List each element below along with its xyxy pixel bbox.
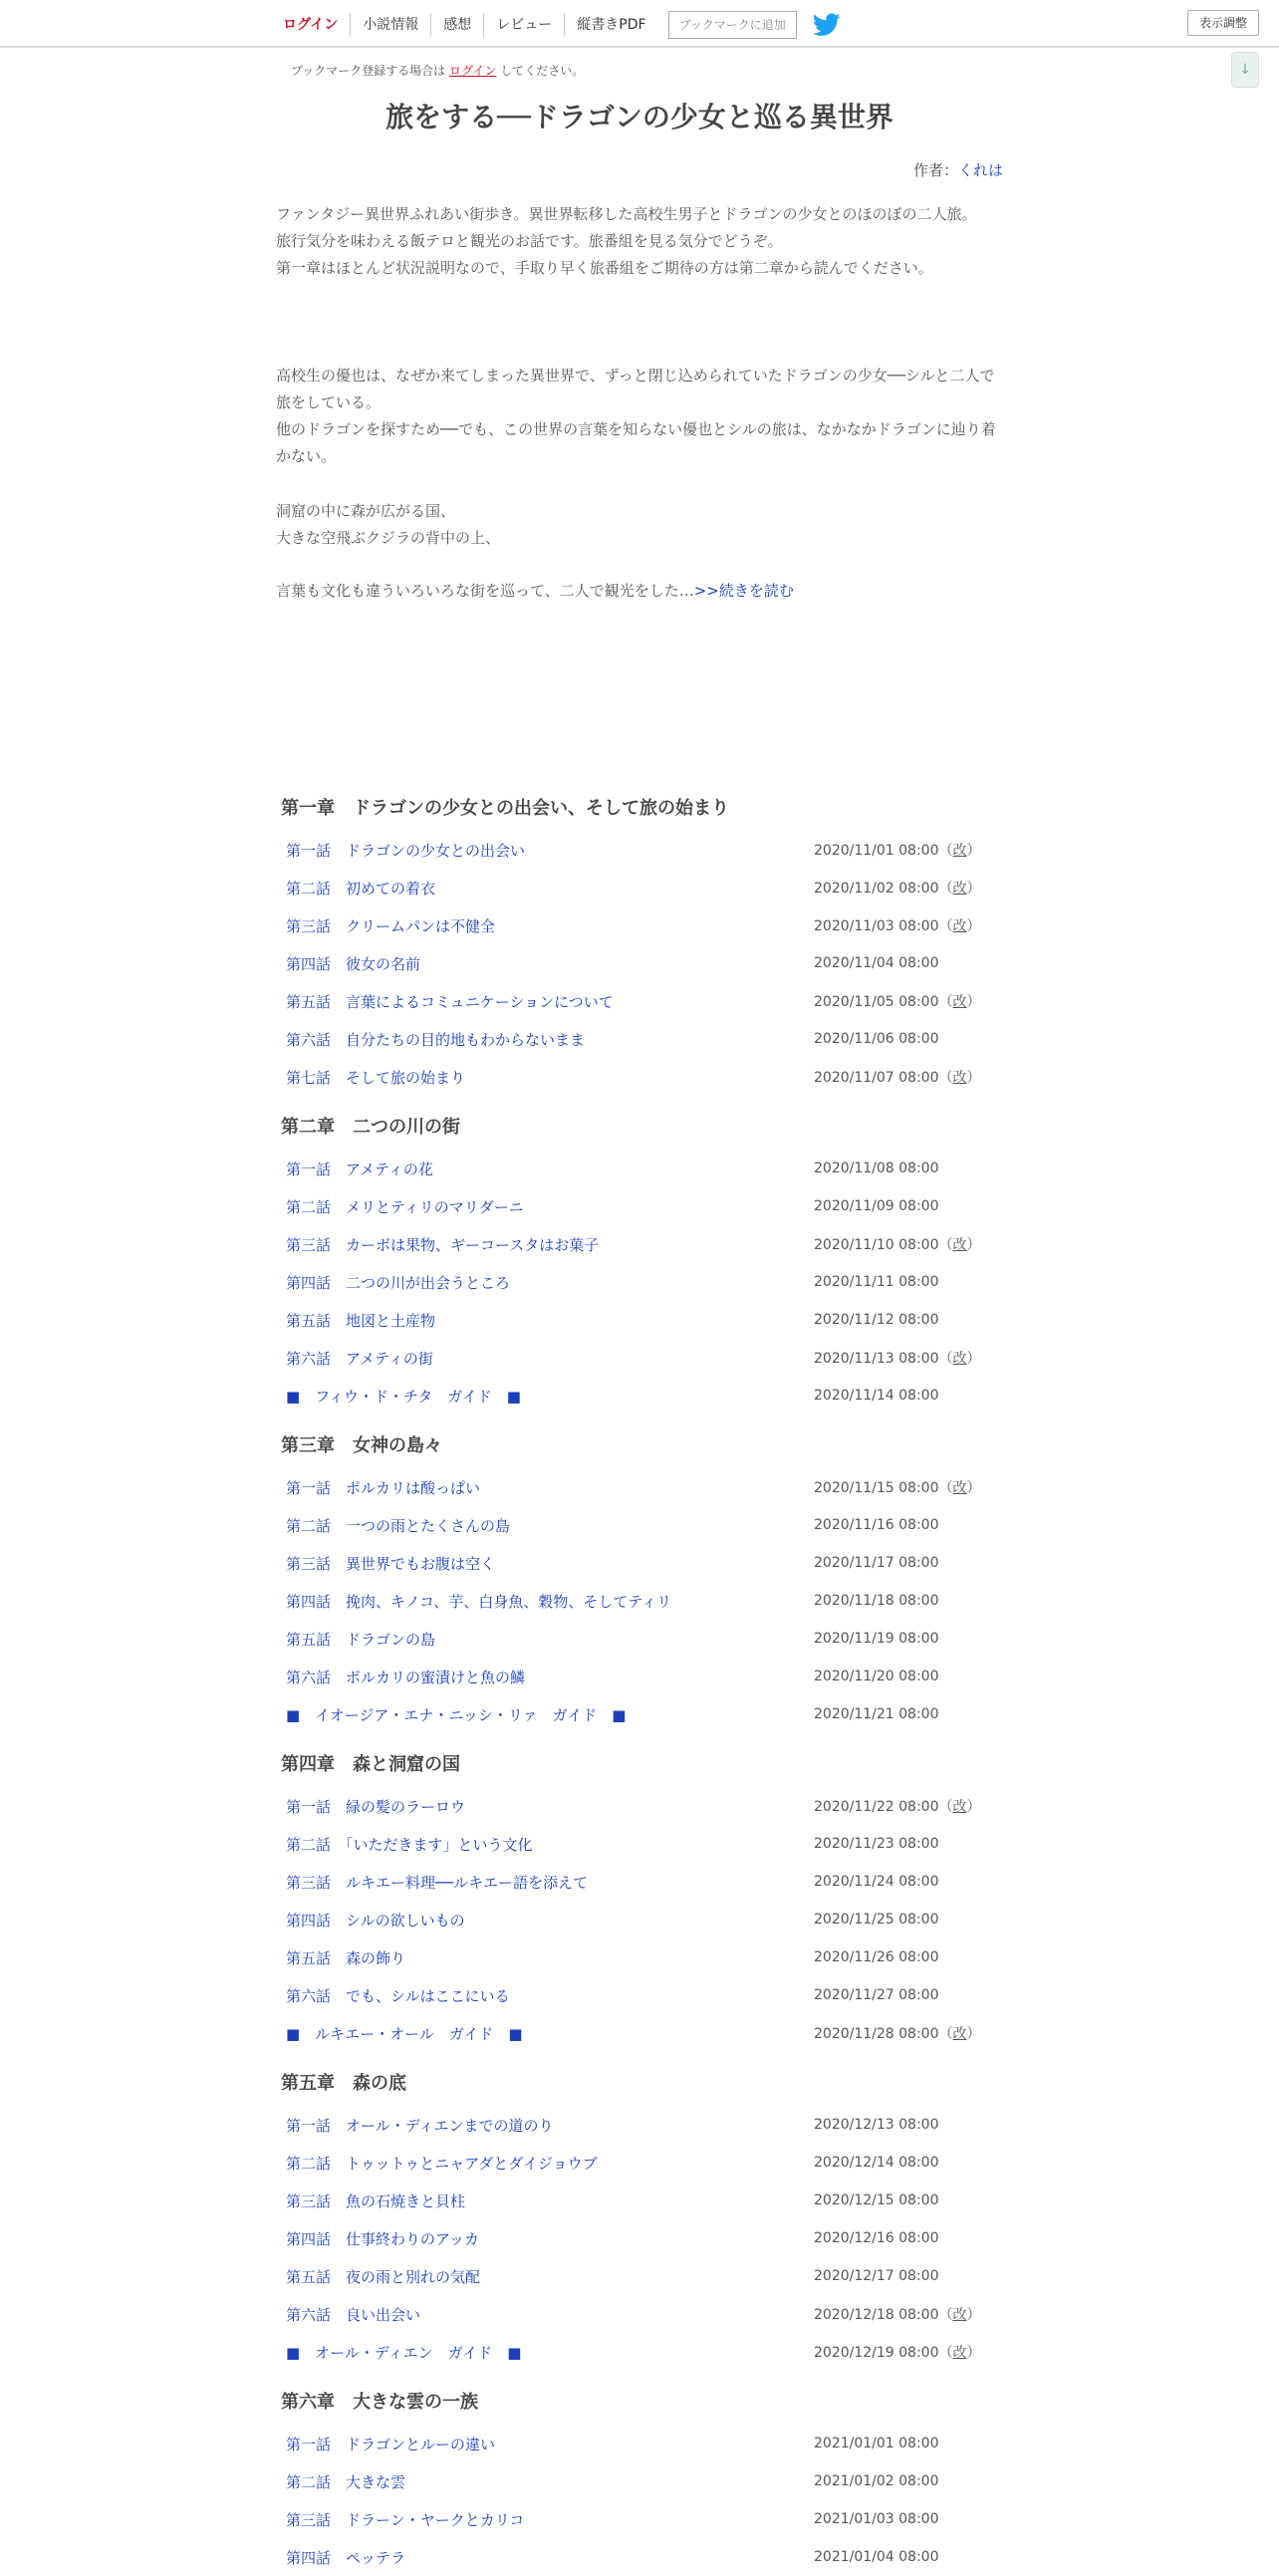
episode-date (814, 2549, 939, 2565)
episode-date: 2020/11/15 08:00（改） (814, 1480, 981, 1496)
episode-date (814, 1669, 939, 1684)
episode-date: 2020/12/19 08:00（改） (814, 2345, 981, 2361)
episode-row (276, 906, 1003, 944)
episode-date (814, 955, 939, 971)
episode-date: 2020/11/07 08:00（改） (814, 1070, 981, 1086)
episode-link[interactable]: 第四話 挽肉、キノコ、芋、白身魚、穀物、そしてティリ (286, 1592, 672, 1611)
episode-date: 2020/11/05 08:00（改） (814, 994, 981, 1010)
novel-title: 旅をする──ドラゴンの少女と巡る異世界 (385, 101, 894, 133)
episode-link[interactable]: 第一話 緑の髪のラーロウ (286, 1797, 466, 1816)
episode-date (814, 2117, 939, 2133)
chapter-title: 第五章 森の底 (281, 2073, 406, 2094)
episode-row (276, 2219, 1003, 2257)
episode-link[interactable]: 第七話 そして旅の始まり (286, 1068, 466, 1087)
episode-link[interactable]: 第一話 ドラゴンとルーの違い (286, 2435, 496, 2453)
episode-date-text: 2020/11/28 08:00 (814, 2026, 939, 2042)
episode-link[interactable]: 第五話 ドラゴンの島 (286, 1630, 436, 1649)
episode-date-text: 2020/11/09 08:00 (814, 1198, 939, 1214)
episode-date (814, 2268, 939, 2284)
synopsis-body-2 (276, 498, 1003, 552)
episode-date-text: 2020/11/05 08:00 (814, 994, 939, 1010)
nav-review-link[interactable]: レビュー (483, 13, 564, 37)
episode-date (814, 1160, 939, 1176)
episode-date-text: 2020/11/12 08:00 (814, 1312, 939, 1328)
synopsis-intro (276, 201, 1003, 282)
chapter-title: 第六章 大きな雲の一族 (281, 2392, 478, 2413)
revised-link[interactable]: 改 (952, 2026, 967, 2042)
episode-date: 2020/12/18 08:00（改） (814, 2307, 981, 2323)
episode-date-text: 2020/11/04 08:00 (814, 955, 939, 971)
episode-date-text: 2020/11/14 08:00 (814, 1388, 939, 1404)
episode-row (276, 2182, 1003, 2219)
revised-link[interactable]: 改 (952, 1480, 967, 1496)
episode-date (814, 1274, 939, 1290)
episode-date-text: 2020/12/17 08:00 (814, 2268, 939, 2284)
episode-row (276, 1339, 1003, 1377)
episode-row (276, 1150, 1003, 1187)
episode-row (276, 1658, 1003, 1695)
synopsis-line: 大きな空飛ぶクジラの背中の上、 (276, 529, 501, 547)
episode-date: 2020/11/03 08:00（改） (814, 918, 981, 934)
episode-date (814, 1706, 939, 1722)
episode-date-text: 2020/11/06 08:00 (814, 1031, 939, 1047)
episode-date-text: 2020/11/16 08:00 (814, 1517, 939, 1533)
episode-row (276, 1787, 1003, 1825)
episode-date-text: 2020/11/13 08:00 (814, 1351, 939, 1367)
chapter-title: 第二章 二つの川の街 (281, 1117, 460, 1138)
episode-row (276, 1301, 1003, 1339)
author-line (276, 159, 1003, 180)
episode-row (276, 1901, 1003, 1938)
chapter-title: 第三章 女神の島々 (281, 1435, 442, 1456)
episode-link[interactable]: 第三話 カーボは果物、ギーコースタはお菓子 (286, 1235, 600, 1254)
episode-row (276, 1058, 1003, 1096)
nav-novel-info-link[interactable]: 小説情報 (350, 13, 430, 37)
episode-link[interactable]: 第二話 メリとティリのマリダーニ (286, 1197, 524, 1216)
episode-link[interactable]: 第四話 彼女の名前 (286, 954, 421, 973)
revised-link[interactable]: 改 (952, 1070, 967, 1086)
episode-row (276, 1695, 1003, 1733)
episode-link[interactable]: 第五話 地図と土産物 (286, 1311, 436, 1330)
episode-row (276, 1863, 1003, 1901)
episode-row (276, 2295, 1003, 2333)
episode-link[interactable]: 第四話 シルの欲しいもの (286, 1911, 465, 1930)
episode-date-text: 2020/12/18 08:00 (814, 2307, 939, 2323)
episode-date-text: 2021/01/02 08:00 (814, 2473, 939, 2489)
episode-date: 2020/11/22 08:00（改） (814, 1799, 981, 1815)
episode-row (276, 869, 1003, 906)
synopsis-line: 言葉も文化も違ういろいろな街を巡って、二人で観光をした… (276, 582, 694, 600)
episode-link[interactable]: ■ イオージア・エナ・ニッシ・リァ ガイド ■ (286, 1705, 627, 1724)
episode-date-text: 2020/11/25 08:00 (814, 1912, 939, 1928)
episode-row (276, 1825, 1003, 1863)
synopsis-body (276, 363, 1003, 470)
revised-link[interactable]: 改 (952, 1799, 967, 1815)
episode-date (814, 2192, 939, 2208)
episode-link[interactable]: 第五話 森の飾り (286, 1948, 406, 1967)
episode-date-text: 2020/11/01 08:00 (814, 843, 939, 859)
episode-link[interactable]: 第三話 クリームパンは不健全 (286, 916, 496, 935)
episode-date (814, 1312, 939, 1328)
episode-date-text: 2020/11/15 08:00 (814, 1480, 939, 1496)
episode-date-text: 2020/11/27 08:00 (814, 1987, 939, 2003)
episode-date (814, 1874, 939, 1890)
episode-link[interactable]: 第四話 仕事終わりのアッカ (286, 2229, 479, 2248)
twitter-icon[interactable] (813, 13, 841, 37)
episode-link[interactable]: 第四話 二つの川が出会うところ (286, 1273, 511, 1292)
episode-date-text: 2020/11/20 08:00 (814, 1669, 939, 1684)
episode-link[interactable]: 第四話 ペッテラ (286, 2548, 406, 2567)
episode-date (814, 2473, 939, 2489)
episode-date: 2020/11/01 08:00（改） (814, 843, 981, 859)
episode-date (814, 1517, 939, 1533)
episode-link[interactable]: 第一話 オール・ディエンまでの道のり (286, 2116, 554, 2135)
episode-date (814, 1631, 939, 1647)
episode-date (814, 2155, 939, 2171)
synopsis-line: 第一章はほとんど状況説明なので、手取り早く旅番組をご期待の方は第二章から読んでください。 (276, 259, 933, 277)
episode-date-text: 2020/12/13 08:00 (814, 2117, 939, 2133)
revised-link[interactable]: 改 (952, 881, 967, 897)
chapter-title: 第四章 森と洞窟の国 (281, 1754, 460, 1775)
episode-row (276, 1544, 1003, 1582)
author-label: 作者： (912, 161, 958, 179)
revised-link[interactable]: 改 (952, 918, 967, 934)
episode-date: 2020/11/28 08:00（改） (814, 2026, 981, 2042)
episode-link[interactable]: 第二話 「いただきます」という文化 (286, 1835, 533, 1854)
synopsis-line: 旅行気分を味わえる飯テロと観光のお話です。旅番組を見る気分でどうぞ。 (276, 232, 783, 250)
episode-date (814, 2511, 939, 2527)
episode-date (814, 2230, 939, 2246)
episode-date-text: 2021/01/03 08:00 (814, 2511, 939, 2527)
synopsis-line: 洞窟の中に森が広がる国、 (276, 502, 456, 520)
episode-date-text: 2020/11/08 08:00 (814, 1160, 939, 1176)
revised-link[interactable]: 改 (952, 1351, 967, 1367)
login-note (291, 62, 584, 79)
episode-date: 2020/11/02 08:00（改） (814, 881, 981, 897)
episode-date-text: 2020/12/19 08:00 (814, 2345, 939, 2361)
revised-link[interactable]: 改 (952, 1237, 967, 1253)
revised-link[interactable]: 改 (952, 2307, 967, 2323)
episode-date-text: 2020/12/14 08:00 (814, 2155, 939, 2171)
episode-date (814, 1031, 939, 1047)
episode-link[interactable]: 第三話 ルキエー料理──ルキエー語を添えて (286, 1873, 589, 1892)
episode-link[interactable]: 第六話 でも、シルはここにいる (286, 1986, 510, 2005)
episode-row (276, 2462, 1003, 2500)
episode-link[interactable]: 第二話 トゥットゥとニャアダとダイジョウブ (286, 2154, 598, 2173)
episode-link[interactable]: 第三話 異世界でもお腹は空く (286, 1554, 496, 1573)
synopsis-line: 他のドラゴンを探すため──でも、この世界の言葉を知らない優也とシルの旅は、なかなかドラゴンに辿り着かない。 (276, 420, 996, 465)
episode-row (276, 1377, 1003, 1415)
episode-row (276, 2538, 1003, 2576)
episode-date (814, 1949, 939, 1965)
episode-date (814, 1987, 939, 2003)
episode-row (276, 2257, 1003, 2295)
synopsis-line: 高校生の優也は、なぜか来てしまった異世界で、ずっと閉じ込められていたドラゴンの少女──シルと二人で旅をしている。 (276, 367, 995, 411)
episode-link[interactable]: 第二話 一つの雨とたくさんの島 (286, 1516, 511, 1535)
episode-date (814, 1912, 939, 1928)
episode-date-text: 2020/12/16 08:00 (814, 2230, 939, 2246)
episode-link[interactable]: 第六話 ポルカリの蜜漬けと魚の鱗 (286, 1668, 526, 1686)
episode-row (276, 2144, 1003, 2182)
chapter-title: 第一章 ドラゴンの少女との出会い、そして旅の始まり (281, 798, 729, 819)
episode-date-text: 2020/11/07 08:00 (814, 1070, 939, 1086)
episode-row (276, 2500, 1003, 2538)
episode-link[interactable]: 第一話 アメティの花 (286, 1159, 433, 1178)
episode-date (814, 1198, 939, 1214)
episode-date-text: 2020/11/22 08:00 (814, 1799, 939, 1815)
episode-date-text: 2020/11/19 08:00 (814, 1631, 939, 1647)
top-navbar (0, 0, 1279, 48)
episode-row (276, 982, 1003, 1020)
episode-date (814, 2436, 939, 2451)
episode-row (276, 831, 1003, 869)
revised-link[interactable]: 改 (952, 843, 967, 859)
episode-row (276, 1225, 1003, 1263)
synopsis-line: ファンタジー異世界ふれあい街歩き。異世界転移した高校生男子とドラゴンの少女とのほのぼの二人旅。 (276, 205, 977, 223)
episode-link[interactable]: 第三話 ドラーン・ヤークとカリコ (286, 2510, 525, 2529)
login-note-text-after: してください。 (500, 64, 585, 78)
episode-row (276, 1187, 1003, 1225)
episode-date: 2020/11/13 08:00（改） (814, 1351, 981, 1367)
episode-link[interactable]: ■ フィウ・ド・チタ ガイド ■ (286, 1387, 521, 1406)
episode-row (276, 2333, 1003, 2371)
episode-row (276, 1976, 1003, 2014)
episode-date (814, 1555, 939, 1571)
bookmark-add-button[interactable]: ブックマークに追加 (668, 11, 797, 39)
episode-date (814, 1836, 939, 1852)
episode-date-text: 2020/11/26 08:00 (814, 1949, 939, 1965)
episode-date-text: 2020/11/18 08:00 (814, 1593, 939, 1609)
episode-date-text: 2020/11/03 08:00 (814, 918, 939, 934)
episode-date-text: 2020/11/21 08:00 (814, 1706, 939, 1722)
nav-vertical-pdf-link[interactable]: 縦書きPDF (564, 13, 657, 37)
episode-link[interactable]: 第三話 魚の石焼きと貝柱 (286, 2191, 466, 2210)
episode-link[interactable]: 第六話 自分たちの目的地もわからないまま (286, 1030, 586, 1049)
read-more-link[interactable]: >>続きを読む (693, 582, 794, 600)
nav-impressions-link[interactable]: 感想 (430, 13, 483, 37)
episode-link[interactable]: 第五話 言葉によるコミュニケーションについて (286, 992, 614, 1011)
episode-row (276, 1582, 1003, 1620)
episode-link[interactable]: ■ ルキエー・オール ガイド ■ (286, 2024, 523, 2043)
episode-link[interactable]: 第六話 良い出会い (286, 2305, 421, 2324)
author-link[interactable]: くれは (957, 161, 1003, 179)
episode-row (276, 2014, 1003, 2052)
episode-date (814, 1593, 939, 1609)
episode-row (276, 1263, 1003, 1301)
episode-date-text: 2020/11/11 08:00 (814, 1274, 939, 1290)
episode-row (276, 1468, 1003, 1506)
nav-list (271, 12, 841, 38)
episode-date-text: 2020/11/02 08:00 (814, 881, 939, 897)
episode-date-text: 2021/01/04 08:00 (814, 2549, 939, 2565)
revised-link[interactable]: 改 (952, 2345, 967, 2361)
episode-link[interactable]: 第二話 初めての着衣 (286, 879, 436, 898)
episode-date-text: 2021/01/01 08:00 (814, 2436, 939, 2451)
synopsis-last (276, 578, 1003, 605)
revised-link[interactable]: 改 (952, 994, 967, 1010)
login-note-link[interactable]: ログイン (449, 64, 497, 78)
episode-date-text: 2020/12/15 08:00 (814, 2192, 939, 2208)
episode-row (276, 2106, 1003, 2144)
episode-link[interactable]: 第二話 大きな雲 (286, 2472, 406, 2491)
episode-link[interactable]: 第一話 ポルカリは酸っぱい (286, 1478, 481, 1497)
nav-login-link[interactable]: ログイン (283, 17, 339, 33)
episode-link[interactable]: 第六話 アメティの街 (286, 1349, 433, 1368)
episode-link[interactable]: ■ オール・ディエン ガイド ■ (286, 2343, 522, 2362)
scroll-down-arrow-icon[interactable]: ↓ (1231, 52, 1259, 88)
episode-date: 2020/11/10 08:00（改） (814, 1237, 981, 1253)
episode-date-text: 2020/11/23 08:00 (814, 1836, 939, 1852)
episode-date-text: 2020/11/10 08:00 (814, 1237, 939, 1253)
login-note-text: ブックマーク登録する場合は (291, 64, 446, 78)
episode-link[interactable]: 第一話 ドラゴンの少女との出会い (286, 841, 526, 860)
display-settings-button[interactable]: 表示調整 (1187, 10, 1259, 36)
episode-date-text: 2020/11/17 08:00 (814, 1555, 939, 1571)
episode-date-text: 2020/11/24 08:00 (814, 1874, 939, 1890)
table-of-contents (276, 787, 1003, 2576)
episode-date (814, 1388, 939, 1404)
episode-row (276, 1020, 1003, 1058)
episode-row (276, 944, 1003, 982)
episode-row (276, 1506, 1003, 1544)
episode-row (276, 2425, 1003, 2462)
episode-row (276, 1620, 1003, 1658)
episode-row (276, 1938, 1003, 1976)
episode-link[interactable]: 第五話 夜の雨と別れの気配 (286, 2267, 481, 2286)
